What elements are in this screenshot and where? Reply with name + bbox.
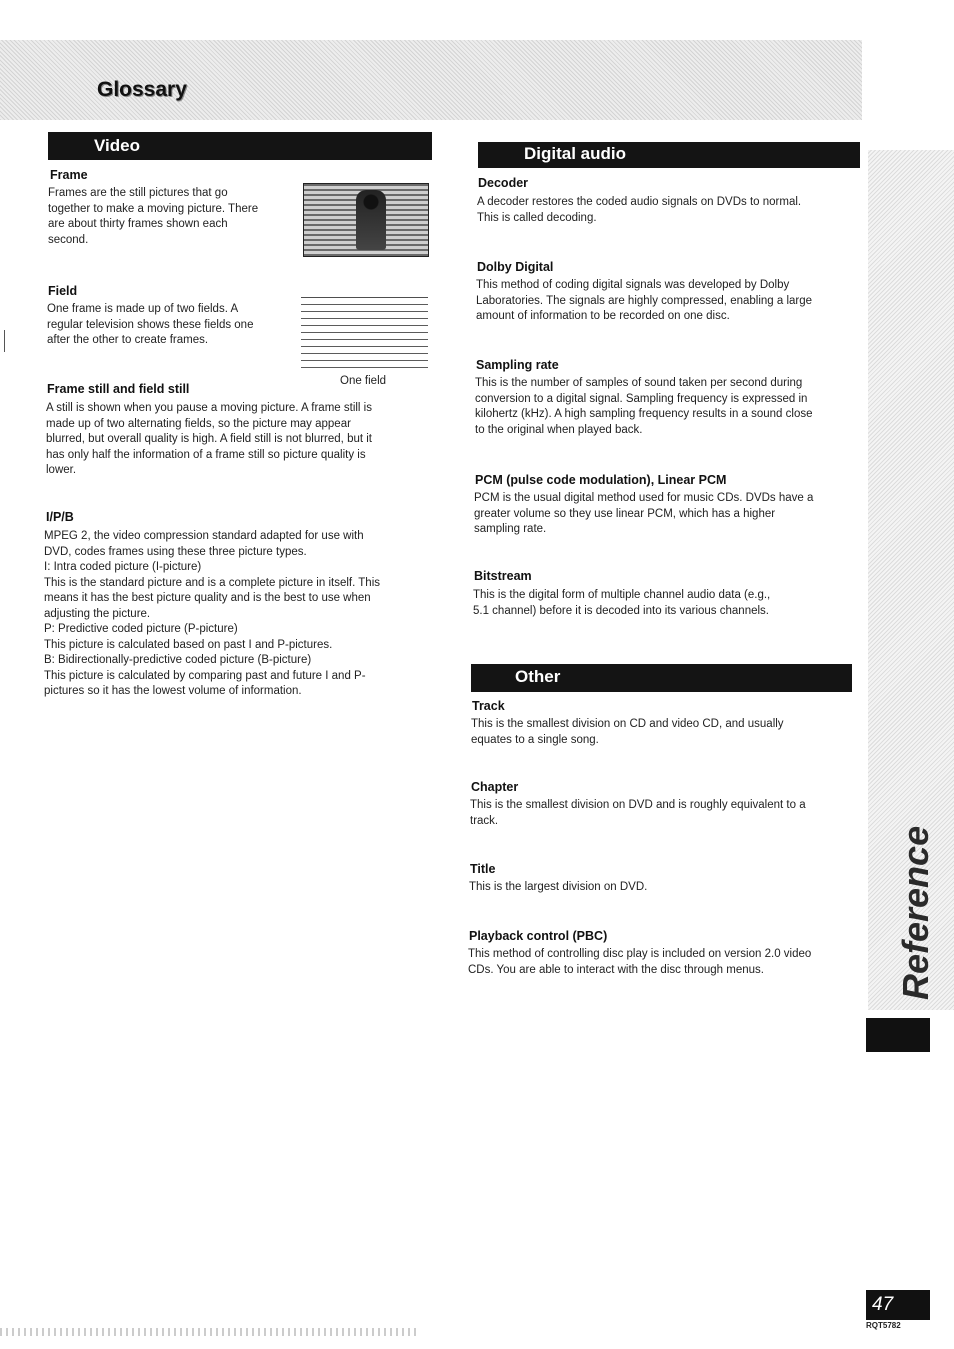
definition-line: kilohertz (kHz). A high sampling frequency results in a sound close xyxy=(475,408,813,420)
definition-bitstream xyxy=(473,588,853,619)
definition-field xyxy=(47,302,287,349)
definition-line: Frames are the still pictures that go xyxy=(48,187,228,199)
section-heading-other xyxy=(471,664,852,692)
section-heading-other-text: Other xyxy=(515,667,561,686)
definition-line: pictures so it has the lowest volume of information. xyxy=(44,685,302,697)
section-heading-video-text: Video xyxy=(94,136,140,155)
definition-line: A still is shown when you pause a moving picture. A frame still is xyxy=(46,402,372,414)
definition-frame xyxy=(48,186,288,248)
definition-line: second. xyxy=(48,233,89,246)
term-ipb: I/P/B xyxy=(46,510,74,524)
definition-line: CDs. You are able to interact with the disc through menus. xyxy=(468,963,764,976)
term-sampling-rate: Sampling rate xyxy=(476,358,559,372)
definition-ipb xyxy=(44,529,426,700)
definition-line: amount of information to be recorded on one disc. xyxy=(476,310,730,322)
term-frame-still: Frame still and field still xyxy=(47,382,190,396)
definition-line: 5.1 channel) before it is decoded into its various channels. xyxy=(473,604,769,617)
definition-line: This picture is calculated by comparing past and future I and P- xyxy=(44,669,366,682)
definition-track xyxy=(471,717,851,748)
document-code: RQT5782 xyxy=(866,1321,901,1330)
frame-illustration xyxy=(303,183,429,257)
definition-line: Laboratories. The signals are highly compressed, enabling a large xyxy=(476,294,813,307)
definition-line: I: Intra coded picture (I-picture) xyxy=(44,561,202,573)
page-title: Glossary xyxy=(97,78,187,101)
definition-title xyxy=(469,880,849,896)
field-illustration xyxy=(301,297,428,368)
term-title: Title xyxy=(470,862,496,876)
definition-line: This picture is calculated based on past I and P-pictures. xyxy=(44,638,333,651)
term-track: Track xyxy=(472,699,505,713)
definition-line: MPEG 2, the video compression standard adapted for use with xyxy=(44,530,364,542)
term-decoder: Decoder xyxy=(478,176,529,190)
definition-line: made up of two alternating fields, so the picture may appear xyxy=(46,417,351,430)
definition-line: blurred, but overall quality is high. A field still is not blurred, but it xyxy=(46,433,373,445)
definition-line: conversion to a digital signal. Sampling frequency is expressed in xyxy=(475,392,808,405)
reference-side-label: Reference xyxy=(895,825,936,1000)
definition-line: B: Bidirectionally-predictive coded picture (B-picture) xyxy=(44,654,312,666)
definition-line: DVD, codes frames using these three picture types. xyxy=(44,545,307,558)
term-field: Field xyxy=(48,284,78,298)
term-pcm: PCM (pulse code modulation), Linear PCM xyxy=(475,473,727,487)
reference-tab-block xyxy=(866,1018,930,1052)
definition-line: adjusting the picture. xyxy=(44,607,151,620)
definition-line: are about thirty frames shown each xyxy=(48,218,228,230)
term-dolby-digital: Dolby Digital xyxy=(477,260,554,274)
definition-line: This is the digital form of multiple channel audio data (e.g., xyxy=(473,589,771,601)
definition-dolby-digital xyxy=(476,278,856,325)
definition-line: lower. xyxy=(46,464,77,476)
term-playback-control: Playback control (PBC) xyxy=(469,929,608,943)
definition-line: This method of controlling disc play is included on version 2.0 video xyxy=(468,948,812,960)
definition-line: greater volume so they use linear PCM, which has a higher xyxy=(474,507,776,520)
definition-line: This is the largest division on DVD. xyxy=(469,881,648,893)
definition-line: A decoder restores the coded audio signals on DVDs to normal. xyxy=(477,196,802,208)
definition-line: equates to a single song. xyxy=(471,733,599,746)
definition-line: This is the standard picture and is a complete picture in itself. This xyxy=(44,576,381,589)
definition-playback-control xyxy=(468,947,848,978)
definition-line: P: Predictive coded picture (P-picture) xyxy=(44,623,238,635)
page-number: 47 xyxy=(866,1290,930,1320)
term-bitstream: Bitstream xyxy=(474,569,532,583)
section-heading-digital-audio-text: Digital audio xyxy=(524,144,626,163)
definition-line: This is the number of samples of sound taken per second during xyxy=(475,377,803,389)
definition-line: This is the smallest division on CD and video CD, and usually xyxy=(471,718,784,730)
definition-sampling-rate xyxy=(475,376,855,438)
definition-line: has only half the information of a frame still so picture quality is xyxy=(46,448,366,461)
definition-frame-still xyxy=(46,401,426,479)
scan-noise xyxy=(0,1328,420,1336)
section-heading-video xyxy=(48,132,432,160)
definition-line: This is the smallest division on DVD and is roughly equivalent to a xyxy=(470,799,806,811)
term-frame: Frame xyxy=(50,168,88,182)
definition-line: This method of coding digital signals was developed by Dolby xyxy=(476,279,790,291)
margin-mark xyxy=(4,330,5,352)
definition-line: PCM is the usual digital method used for music CDs. DVDs have a xyxy=(474,492,814,504)
definition-pcm xyxy=(474,491,854,538)
definition-line: means it has the best picture quality and is the best to use when xyxy=(44,592,371,604)
definition-decoder xyxy=(477,195,857,226)
performer-figure xyxy=(356,190,386,250)
definition-line: sampling rate. xyxy=(474,523,547,535)
section-heading-digital-audio xyxy=(478,142,860,168)
definition-chapter xyxy=(470,798,850,829)
definition-line: One frame is made up of two fields. A xyxy=(47,303,239,315)
term-chapter: Chapter xyxy=(471,780,519,794)
definition-line: This is called decoding. xyxy=(477,211,597,224)
definition-line: together to make a moving picture. There xyxy=(48,202,259,215)
definition-line: to the original when played back. xyxy=(475,423,643,436)
definition-line: regular television shows these fields one xyxy=(47,318,254,331)
definition-line: after the other to create frames. xyxy=(47,334,209,346)
field-caption: One field xyxy=(340,375,387,387)
definition-line: track. xyxy=(470,814,499,827)
